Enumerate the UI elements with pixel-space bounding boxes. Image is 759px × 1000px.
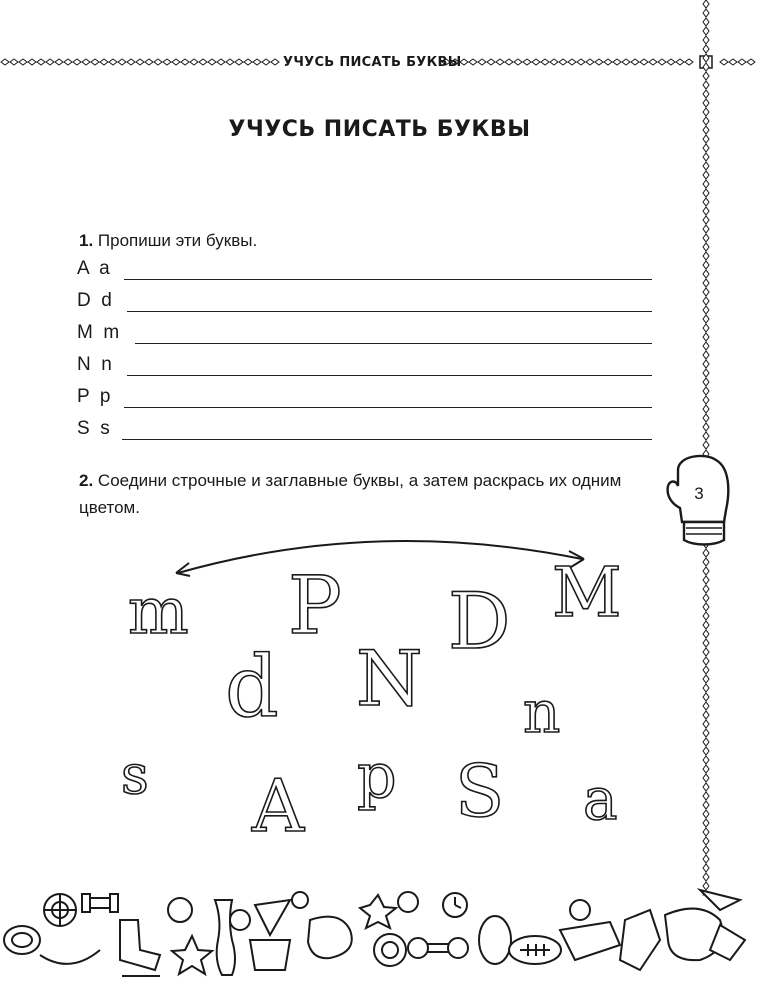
border-diamond [703, 657, 709, 665]
border-diamond [703, 441, 709, 449]
border-diamond [703, 648, 709, 656]
border-diamond [703, 198, 709, 206]
border-diamond [703, 432, 709, 440]
border-diamond [703, 9, 709, 17]
sports-doodles-footer [0, 880, 759, 985]
border-diamond [703, 387, 709, 395]
outline-letter[interactable]: s [121, 743, 149, 806]
writing-row [77, 351, 652, 379]
border-diamond [703, 774, 709, 782]
writing-line[interactable] [127, 375, 652, 376]
border-diamond [703, 297, 709, 305]
border-diamond [703, 108, 709, 116]
border-diamond [703, 162, 709, 170]
border-diamond [703, 360, 709, 368]
writing-row [77, 255, 652, 283]
task-1-text: Пропиши эти буквы. [93, 231, 258, 250]
border-diamond [703, 234, 709, 242]
task-2-text: Соедини строчные и заглавные буквы, а затем раскрась их одним цветом. [79, 471, 622, 517]
border-diamond [703, 279, 709, 287]
writing-row [77, 287, 652, 315]
border-diamond [703, 306, 709, 314]
running-header: УЧУСЬ ПИСАТЬ БУКВЫ [283, 55, 462, 70]
writing-line[interactable] [124, 407, 652, 408]
border-diamond [703, 189, 709, 197]
writing-row [77, 415, 652, 443]
letter-pair-D: D d [77, 290, 112, 311]
task-1-number: 1. [79, 231, 94, 250]
border-diamond [703, 225, 709, 233]
border-diamond [703, 837, 709, 845]
outline-letter[interactable]: P [288, 559, 342, 652]
border-diamond [703, 828, 709, 836]
outline-letter[interactable]: m [128, 575, 189, 649]
border-diamond [703, 810, 709, 818]
border-diamond [703, 675, 709, 683]
outline-letter[interactable]: A [252, 764, 304, 848]
outline-letter[interactable]: D [448, 577, 511, 667]
border-diamond [703, 693, 709, 701]
double-arrow-icon [170, 535, 590, 580]
border-diamond [703, 729, 709, 737]
border-diamond [703, 72, 709, 80]
writing-row [77, 319, 652, 347]
border-diamond [703, 18, 709, 26]
outline-letter[interactable]: a [583, 765, 618, 833]
writing-row [77, 383, 652, 411]
border-diamond [703, 405, 709, 413]
border-diamond [703, 423, 709, 431]
border-diamond [703, 819, 709, 827]
outline-letter[interactable]: S [455, 749, 505, 833]
border-diamond [703, 711, 709, 719]
border-diamond [703, 36, 709, 44]
border-diamond [703, 630, 709, 638]
border-diamond [703, 351, 709, 359]
letter-pair-N: N n [77, 354, 112, 375]
border-diamond [703, 783, 709, 791]
border-diamond [703, 567, 709, 575]
border-diamond [703, 153, 709, 161]
border-diamond [703, 90, 709, 98]
border-diamond [703, 414, 709, 422]
border-diamond [703, 765, 709, 773]
page-title: УЧУСЬ ПИСАТЬ БУКВЫ [228, 117, 531, 142]
outline-letter[interactable]: d [225, 638, 279, 736]
letter-pair-S: S s [77, 418, 110, 439]
border-diamond [703, 576, 709, 584]
border-diamond [703, 144, 709, 152]
border-diamond [703, 369, 709, 377]
border-diamond [703, 63, 709, 71]
border-diamond [703, 243, 709, 251]
border-diamond [703, 171, 709, 179]
letter-pair-M: M m [77, 322, 120, 343]
writing-line[interactable] [122, 439, 652, 440]
task-2-instruction [79, 467, 669, 521]
border-diamond [703, 315, 709, 323]
border-diamond [703, 855, 709, 863]
border-diamond [703, 261, 709, 269]
border-diamond [703, 45, 709, 53]
border-diamond [703, 54, 709, 62]
writing-line[interactable] [124, 279, 652, 280]
task-2-number: 2. [79, 471, 94, 490]
border-diamond [703, 99, 709, 107]
task-1-instruction [79, 227, 257, 254]
border-diamond [703, 558, 709, 566]
border-diamond [703, 342, 709, 350]
border-diamond [703, 270, 709, 278]
outline-letter[interactable]: n [523, 678, 561, 746]
border-diamond [703, 702, 709, 710]
border-diamond [703, 585, 709, 593]
writing-line[interactable] [135, 343, 652, 344]
border-diamond [703, 396, 709, 404]
border-diamond [703, 666, 709, 674]
border-diamond [703, 333, 709, 341]
border-diamond [703, 549, 709, 557]
border-diamond [703, 639, 709, 647]
border-diamond [703, 207, 709, 215]
border-diamond [703, 738, 709, 746]
border-diamond [703, 378, 709, 386]
letter-pair-P: P p [77, 386, 111, 407]
page-number: 3 [694, 484, 704, 503]
border-diamond [703, 180, 709, 188]
border-diamond [703, 252, 709, 260]
border-diamond [703, 0, 709, 8]
border-diamond [703, 621, 709, 629]
border-diamond [703, 612, 709, 620]
border-diamond [703, 747, 709, 755]
border-diamond [703, 27, 709, 35]
border-diamond [703, 594, 709, 602]
border-diamond [703, 846, 709, 854]
border-diamond [703, 81, 709, 89]
border-diamond [703, 864, 709, 872]
border-diamond [703, 756, 709, 764]
border-diamond [703, 720, 709, 728]
outline-letter[interactable]: N [356, 634, 423, 723]
letter-pair-A: A a [77, 258, 110, 279]
border-diamond [703, 603, 709, 611]
border-diamond [703, 792, 709, 800]
border-diamond [703, 324, 709, 332]
outline-letter[interactable]: M [552, 554, 622, 633]
border-diamond [703, 801, 709, 809]
border-diamond [703, 684, 709, 692]
outline-letter[interactable]: p [357, 739, 397, 812]
border-diamond [703, 216, 709, 224]
writing-line[interactable] [127, 311, 652, 312]
border-diamond [703, 288, 709, 296]
